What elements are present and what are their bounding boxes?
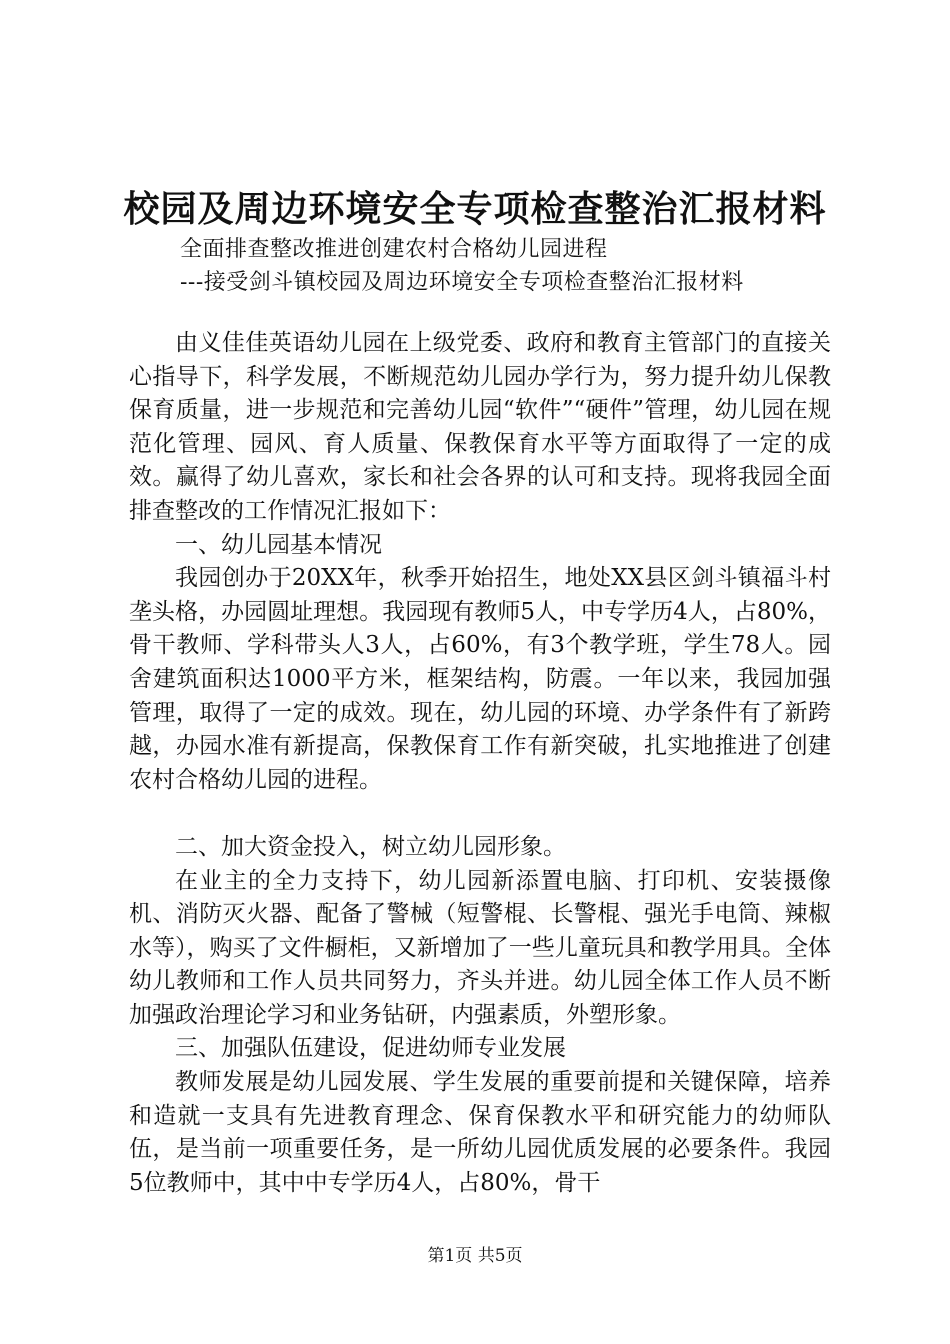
document-subtitle-line-2: ---接受剑斗镇校园及周边环境安全专项检查整治汇报材料 (180, 270, 744, 295)
section-heading-2: 二、加大资金投入，树立幼儿园形象。 (175, 833, 566, 860)
document-subtitle-line-1: 全面排查整改推进创建农村合格幼儿园进程 (180, 237, 608, 262)
section-heading-3: 三、加强队伍建设，促进幼师专业发展 (175, 1035, 566, 1062)
section-heading-1: 一、幼儿园基本情况 (175, 531, 382, 558)
paragraph-team-building: 教师发展是幼儿园发展、学生发展的重要前提和关键保障，培养和造就一支具有先进教育理念、保育保教水平和研究能力的幼师队伍，是当前一项重要任务，是一所幼儿园优质发展的必要条件。我园5位教师中，其中中专学历4人，占80%，骨干 (129, 1069, 831, 1196)
paragraph-investment: 在业主的全力支持下，幼儿园新添置电脑、打印机、安装摄像机、消防灭火器、配备了警械（短警棍、长警棍、强光手电筒、辣椒水等），购买了文件橱柜，又新增加了一些儿童玩具和教学用具。全体幼儿教师和工作人员共同努力，齐头并进。幼儿园全体工作人员不断加强政治理论学习和业务钻研，内强素质，外塑形象。 (129, 867, 831, 1028)
paragraph-basic-info: 我园创办于20XX年，秋季开始招生，地处XX县区剑斗镇福斗村垄头格，办园圆址理想。我园现有教师5人，中专学历4人，占80%，骨干教师、学科带头人3人，占60%，有3个教学班，学生78人。园舍建筑面积达1000平方米，框架结构，防震。一年以来，我园加强管理，取得了一定的成效。现在，幼儿园的环境、办学条件有了新跨越，办园水准有新提高，保教保育工作有新突破，扎实地推进了创建农村合格幼儿园的进程。 (129, 565, 831, 793)
paragraph-intro: 由义佳佳英语幼儿园在上级党委、政府和教育主管部门的直接关心指导下，科学发展，不断规范幼儿园办学行为，努力提升幼儿保教保育质量，进一步规范和完善幼儿园“软件”“硬件”管理，幼儿园在规范化管理、园风、育人质量、保教保育水平等方面取得了一定的成效。赢得了幼儿喜欢，家长和社会各界的认可和支持。现将我园全面排查整改的工作情况汇报如下： (129, 330, 831, 524)
document-body (129, 327, 831, 1200)
document-title: 校园及周边环境安全专项检查整治汇报材料 (123, 188, 827, 230)
page-footer: 第1页 共5页 (427, 1246, 523, 1266)
